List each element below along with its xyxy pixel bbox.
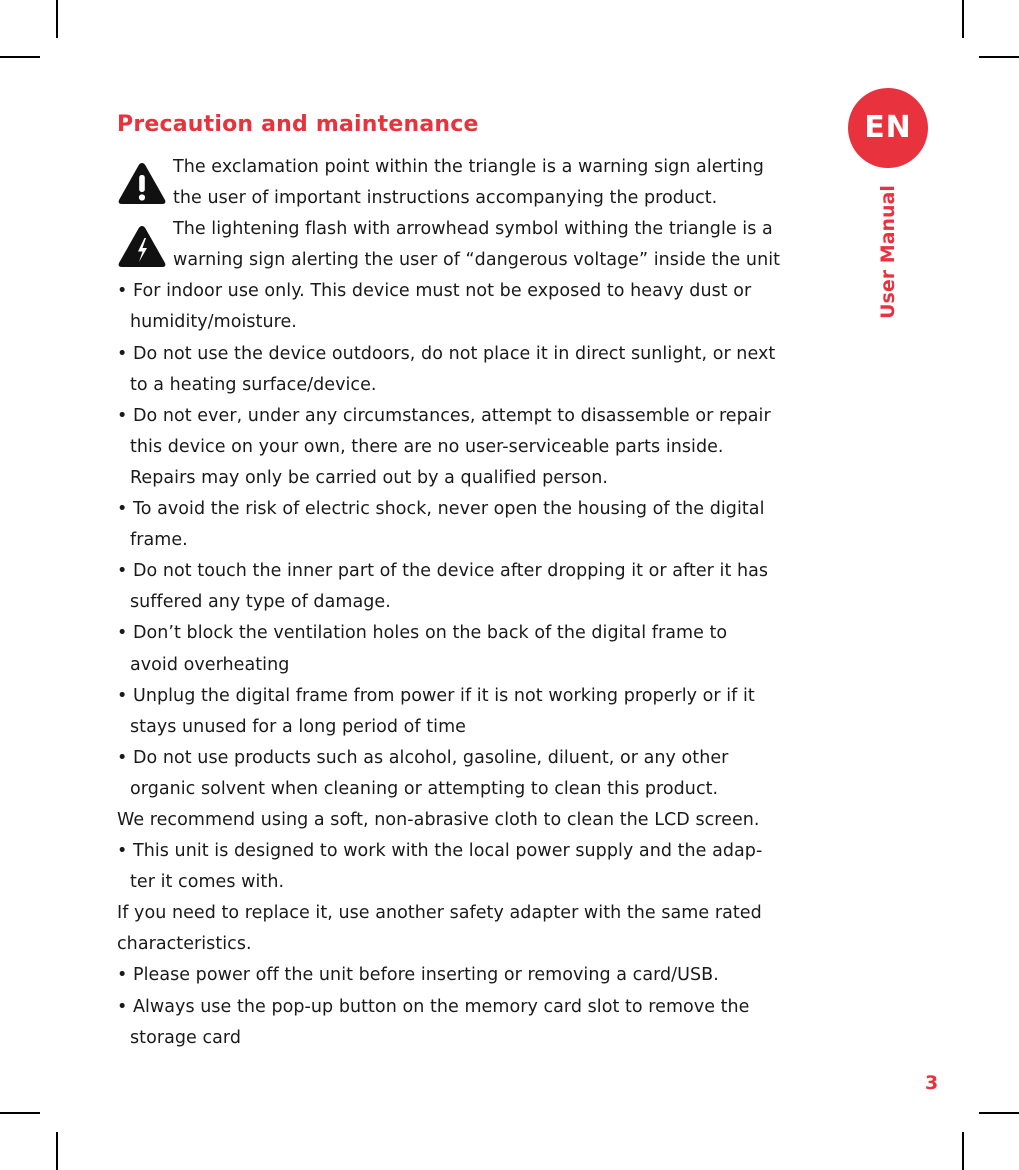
bullet-line: • This unit is designed to work with the local power supply and the adap-: [117, 841, 763, 862]
text-line: organic solvent when cleaning or attempting to clean this product.: [130, 778, 719, 799]
bullet-line: • Do not use the device outdoors, do not place it in direct sunlight, or next: [117, 343, 776, 364]
crop-mark: [979, 56, 1019, 58]
text-line: humidity/moisture.: [130, 312, 297, 333]
text-line: We recommend using a soft, non-abrasive cloth to clean the LCD screen.: [117, 809, 760, 830]
bullet-line: • Always use the pop-up button on the memory card slot to remove the: [117, 996, 750, 1017]
document-body: [117, 152, 817, 1054]
lightning-warning-icon: [117, 223, 167, 269]
text-line: to a heating surface/device.: [130, 374, 377, 395]
text-line: avoid overheating: [130, 654, 290, 675]
crop-mark: [0, 1112, 40, 1114]
language-badge: EN: [848, 88, 928, 168]
crop-mark: [0, 56, 40, 58]
warning-text-line: the user of important instructions accompanying the product.: [173, 188, 718, 209]
text-line: suffered any type of damage.: [130, 592, 391, 613]
text-lines: [117, 152, 817, 1054]
bullet-line: • Do not touch the inner part of the device after dropping it or after it has: [117, 561, 769, 582]
warning-text-line: warning sign alerting the user of “dangerous voltage” inside the unit: [173, 250, 781, 271]
page-number: 3: [925, 1072, 939, 1094]
exclamation-warning-icon: [117, 160, 167, 206]
bullet-line: • Please power off the unit before inserting or removing a card/USB.: [117, 965, 719, 986]
crop-mark: [962, 1132, 964, 1170]
bullet-line: • To avoid the risk of electric shock, never open the housing of the digital: [117, 499, 765, 520]
bullet-line: • Unplug the digital frame from power if it is not working properly or if it: [117, 685, 755, 706]
warning-text-line: The lightening flash with arrowhead symbol withing the triangle is a: [173, 219, 773, 240]
text-line: If you need to replace it, use another safety adapter with the same rated: [117, 903, 762, 924]
crop-mark: [56, 1132, 58, 1170]
bullet-line: • Do not ever, under any circumstances, attempt to disassemble or repair: [117, 405, 771, 426]
crop-mark: [979, 1112, 1019, 1114]
text-line: this device on your own, there are no user-serviceable parts inside.: [130, 436, 724, 457]
bullet-line: • Don’t block the ventilation holes on the back of the digital frame to: [117, 623, 728, 644]
warning-text-line: The exclamation point within the triangle is a warning sign alerting: [173, 157, 764, 177]
text-line: frame.: [130, 530, 188, 551]
crop-mark: [962, 0, 964, 38]
bullet-line: • For indoor use only. This device must not be exposed to heavy dust or: [117, 281, 752, 302]
text-line: storage card: [130, 1027, 241, 1048]
crop-mark: [56, 0, 58, 38]
bullet-line: • Do not use products such as alcohol, gasoline, diluent, or any other: [117, 747, 729, 768]
side-label: User Manual: [877, 185, 899, 319]
page-title: Precaution and maintenance: [117, 112, 479, 137]
text-line: ter it comes with.: [130, 872, 285, 893]
text-line: stays unused for a long period of time: [130, 716, 466, 737]
text-line: characteristics.: [117, 934, 252, 955]
text-line: Repairs may only be carried out by a qualified person.: [130, 467, 609, 488]
